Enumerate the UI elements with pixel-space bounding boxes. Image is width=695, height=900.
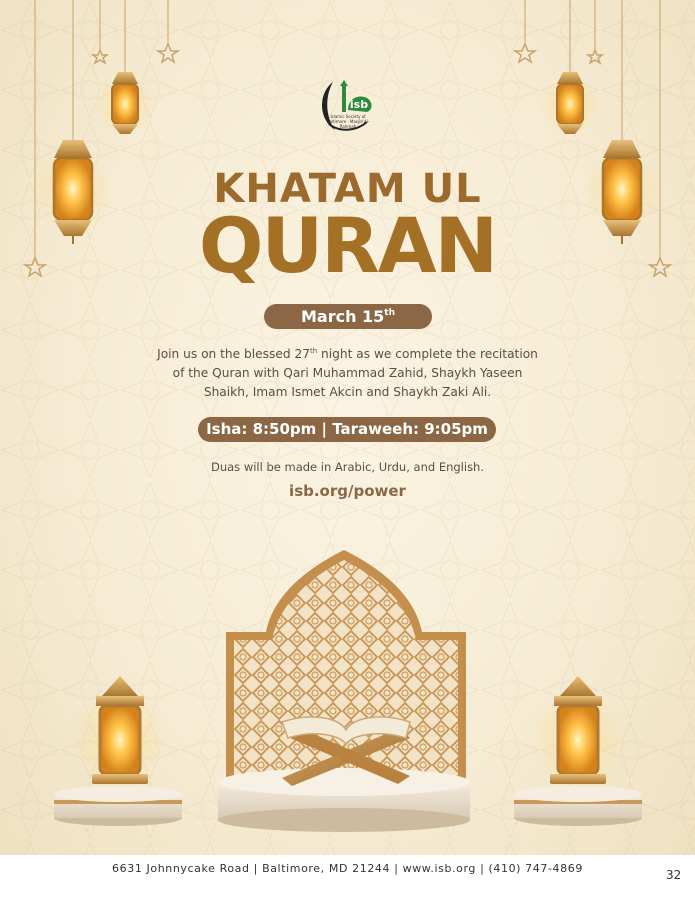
date-badge [264,304,432,329]
star-icon [588,50,602,63]
description-line-3: Shaikh, Imam Ismet Akcin and Shaykh Zaki Ali. [203,385,492,399]
right-podium-icon [514,786,642,826]
lantern-icon [95,72,155,135]
page-number: 32 [666,868,682,882]
footer [0,855,695,900]
star-icon [93,50,107,63]
logo-caption: Islamic Society of Baltimore · Masjid Al-Rahmah [326,114,370,129]
date-suffix: th [384,308,396,318]
footer-address: 6631 Johnnycake Road | Baltimore, MD 21244 | www.isb.org | (410) 747-4869 [112,862,583,875]
lantern-icon [72,676,168,788]
star-icon [515,44,535,62]
lantern-icon [530,676,626,788]
center-podium-icon [218,768,470,832]
prayer-times-badge: Isha: 8:50pm | Taraweeh: 9:05pm [198,417,496,442]
description-suffix: th [309,347,318,355]
description-part-2: night as we complete the recitation [317,347,538,361]
star-icon [158,44,178,62]
title-line-2: QURAN [198,201,497,290]
title-line-1: KHATAM UL [213,166,482,212]
description-line-2: of the Quran with Qari Muhammad Zahid, Shaykh Yaseen [172,366,523,380]
svg-text:isb: isb [349,98,369,111]
description-part-1: Join us on the blessed 27 [157,347,310,361]
lantern-icon [540,72,600,135]
duas-note: Duas will be made in Arabic, Urdu, and English. [210,460,485,474]
event-link[interactable]: isb.org/power [289,482,406,500]
date-text: March 15 [300,307,385,326]
description [130,345,565,402]
left-podium-icon [54,786,182,826]
